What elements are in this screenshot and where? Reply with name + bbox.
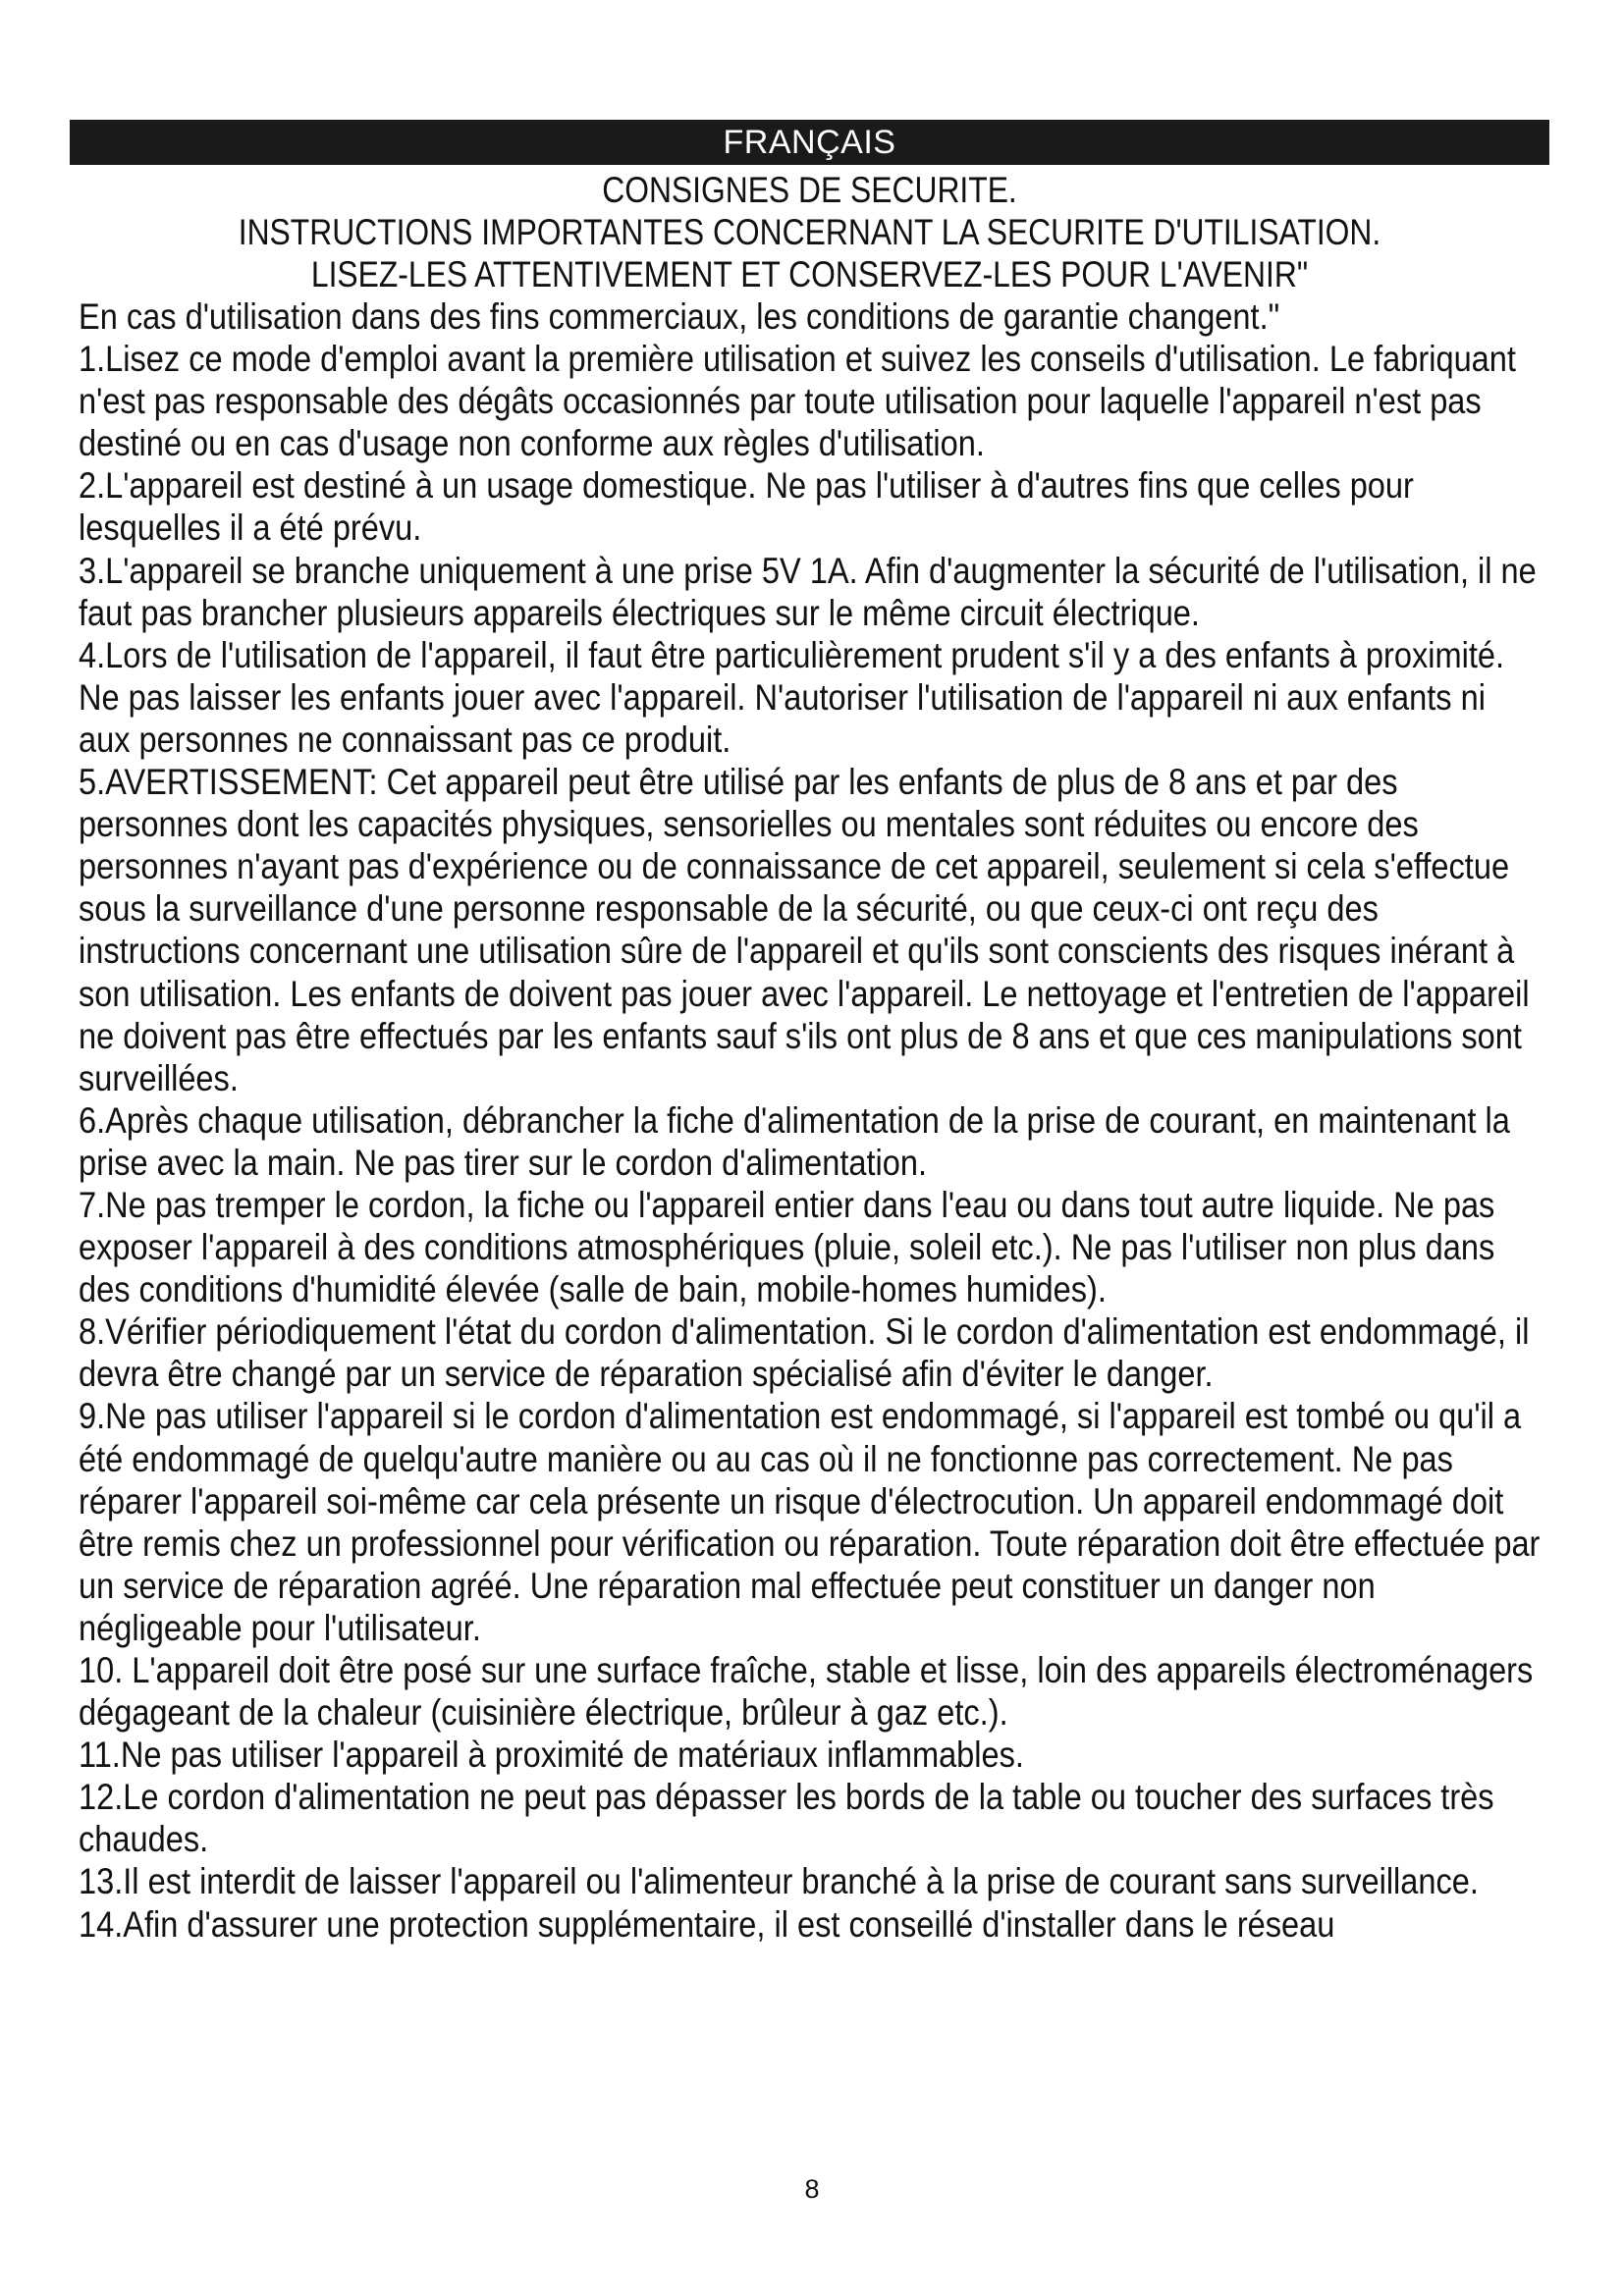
instruction-item-12: 12.Le cordon d'alimentation ne peut pas dépasser les bords de la table ou toucher des surfaces très chaudes. [79,1777,1494,1860]
instruction-item-6: 6.Après chaque utilisation, débrancher la fiche d'alimentation de la prise de courant, en maintenant la prise avec la main. Ne pas tirer sur le cordon d'alimentation. [79,1099,1510,1183]
instruction-item-14: 14.Afin d'assurer une protection supplémentaire, il est conseillé d'installer dans le réseau [79,1903,1335,1945]
safety-note: LISEZ-LES ATTENTIVEMENT ET CONSERVEZ-LES POUR L'AVENIR" [310,254,1309,294]
safety-subtitle: INSTRUCTIONS IMPORTANTES CONCERNANT LA SECURITE D'UTILISATION. [238,212,1381,252]
language-banner: FRANÇAIS [70,120,1549,165]
instruction-item-4: 4.Lors de l'utilisation de l'appareil, il faut être particulièrement prudent s'il y a des enfants à proximité. Ne pas laisser les enfants jouer avec l'appareil. N'autoriser l'utilisation de l'appareil ni aux enfants ni aux personnes ne connaissant pas ce produit. [79,634,1505,760]
commercial-use-notice: En cas d'utilisation dans des fins commerciaux, les conditions de garantie changent." [79,296,1280,337]
instruction-item-1: 1.Lisez ce mode d'emploi avant la première utilisation et suivez les conseils d'utilisation. Le fabriquant n'est pas responsable des dégâts occasionnés par toute utilisation pour laquelle l'appareil n'est pas destiné ou en cas d'usage non conforme aux règles d'utilisation. [79,339,1516,464]
instruction-item-8: 8.Vérifier périodiquement l'état du cordon d'alimentation. Si le cordon d'alimentation est endommagé, il devra être changé par un service de réparation spécialisé afin d'éviter le danger. [79,1311,1530,1395]
instruction-item-5: 5.AVERTISSEMENT: Cet appareil peut être utilisé par les enfants de plus de 8 ans et par des personnes dont les capacités physiques, sensorielles ou mentales sont réduites ou encore des personnes n'ayant pas d'expérience ou de connaissance de cet appareil, seulement si cela s'effectue sous la surveillance d'une personne responsable de la sécurité, ou que ceux-ci ont reçu des instructions concernant une utilisation sûre de l'appareil et qu'ils sont conscients des risques inérant à son utilisation. Les enfants de doivent pas jouer avec l'appareil. Le nettoyage et l'entretien de l'appareil ne doivent pas être effectués par les enfants sauf s'ils ont plus de 8 ans et que ces manipulations sont surveillées. [79,762,1530,1098]
instruction-item-7: 7.Ne pas tremper le cordon, la fiche ou l'appareil entier dans l'eau ou dans tout autre liquide. Ne pas exposer l'appareil à des conditions atmosphériques (pluie, soleil etc.). Ne pas l'utiliser non plus dans des conditions d'humidité élevée (salle de bain, mobile-homes humides). [79,1184,1495,1310]
instruction-item-13: 13.Il est interdit de laisser l'appareil ou l'alimenteur branché à la prise de courant sans surveillance. [79,1861,1479,1902]
page-number: 8 [804,2174,820,2204]
instruction-item-2: 2.L'appareil est destiné à un usage domestique. Ne pas l'utiliser à d'autres fins que celles pour lesquelles il a été prévu. [79,465,1414,549]
safety-headings [173,169,1445,295]
instruction-item-9: 9.Ne pas utiliser l'appareil si le cordon d'alimentation est endommagé, si l'appareil est tombé ou qu'il a été endommagé de quelqu'autre manière ou au cas où il ne fonctionne pas correctement. Ne pas réparer l'appareil soi-même car cela présente un risque d'électrocution. Un appareil endommagé doit être remis chez un professionnel pour vérification ou réparation. Toute réparation doit être effectuée par un service de réparation agréé. Une réparation mal effectuée peut constituer un danger non négligeable pour l'utilisateur. [79,1396,1541,1648]
instruction-item-10: 10. L'appareil doit être posé sur une surface fraîche, stable et lisse, loin des appareils électroménagers dégageant de la chaleur (cuisinière électrique, brûleur à gaz etc.). [79,1650,1534,1734]
instruction-item-3: 3.L'appareil se branche uniquement à une prise 5V 1A. Afin d'augmenter la sécurité de l'utilisation, il ne faut pas brancher plusieurs appareils électriques sur le même circuit électrique. [79,550,1537,633]
safety-title: CONSIGNES DE SECURITE. [602,170,1017,210]
instruction-item-11: 11.Ne pas utiliser l'appareil à proximité de matériaux inflammables. [79,1735,1024,1776]
instructions-body [79,295,1542,1946]
